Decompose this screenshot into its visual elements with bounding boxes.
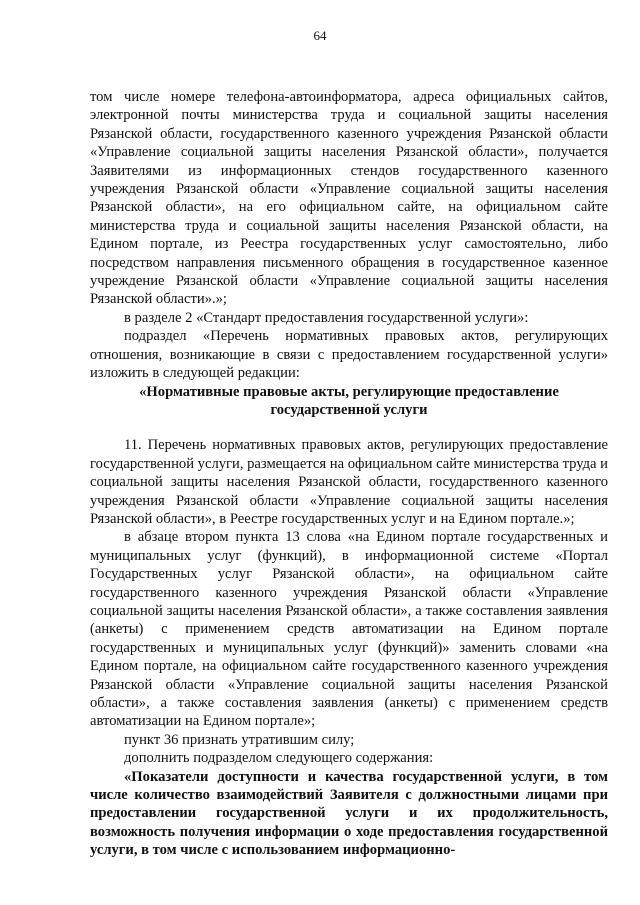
paragraph-contact-info: том числе номере телефона-автоинформатора, адреса официальных сайтов, электронной почты министерства труда и социальной защиты населения Рязанской области, государственного казенного учреждения Рязанской области «Управление социальной защиты населения Рязанской области», получается Заявителями из информационных стендов государственного казенного учреждения Рязанской области «Управление социальной защиты населения Рязанской области», на его официальном сайте, на официальном сайте министерства труда и социальной защиты населения Рязанской области, на Едином портале, из Реестра государственных услуг самостоятельно, либо посредством направления письменного обращения в государственное казенное учреждение Рязанской области «Управление социальной защиты населения Рязанской области».»;	[90, 89, 608, 308]
paragraph-subsection-replace: подраздел «Перечень нормативных правовых актов, регулирующих отношения, возникающие в связи с предоставлением государственной услуги» изложить в следующей редакции:	[90, 328, 608, 382]
paragraph-accessibility-indicators: «Показатели доступности и качества государственной услуги, в том числе количество взаимодействий Заявителя с должностными лицами при предоставлении государственной услуги и их продолжительность, возможность получения информации о ходе предоставления государственной услуги, в том числе с использованием информационно-	[90, 768, 608, 859]
page-number: 64	[313, 28, 327, 43]
paragraph-item-36-void: пункт 36 признать утратившим силу;	[124, 731, 355, 748]
paragraph-section-2: в разделе 2 «Стандарт предоставления государственной услуги»:	[124, 309, 529, 326]
paragraph-item-13-amendment: в абзаце втором пункта 13 слова «на Едином портале государственных и муниципальных услуг (функций), в информационной системе «Портал Государственных услуг Рязанской области», на официальном сайте государственного казенного учреждения Рязанской области «Управление социальной защиты населения Рязанской области», а также составления заявления (анкеты) с применением средств автоматизации на Едином портале государственных и муниципальных услуг (функций)» заменить словами «на Едином портале, на официальном сайте государственного казенного учреждения Рязанской области «Управление социальной защиты населения Рязанской области», а также составления заявления (анкеты) с применением средств автоматизации на Едином портале»;	[90, 529, 608, 730]
document-body	[90, 88, 608, 860]
paragraph-add-subsection: дополнить подразделом следующего содержания:	[124, 750, 434, 767]
paragraph-item-11: 11. Перечень нормативных правовых актов, регулирующих предоставление государственной услуги, размещается на официальном сайте министерства труда и социальной защиты населения Рязанской области, государственного казенного учреждения Рязанской области «Управление социальной защиты населения Рязанской области», в Реестре государственных услуг и на Едином портале.»;	[90, 437, 608, 527]
heading-normative-acts: «Нормативные правовые акты, регулирующие предоставление государственной услуги	[139, 383, 559, 418]
